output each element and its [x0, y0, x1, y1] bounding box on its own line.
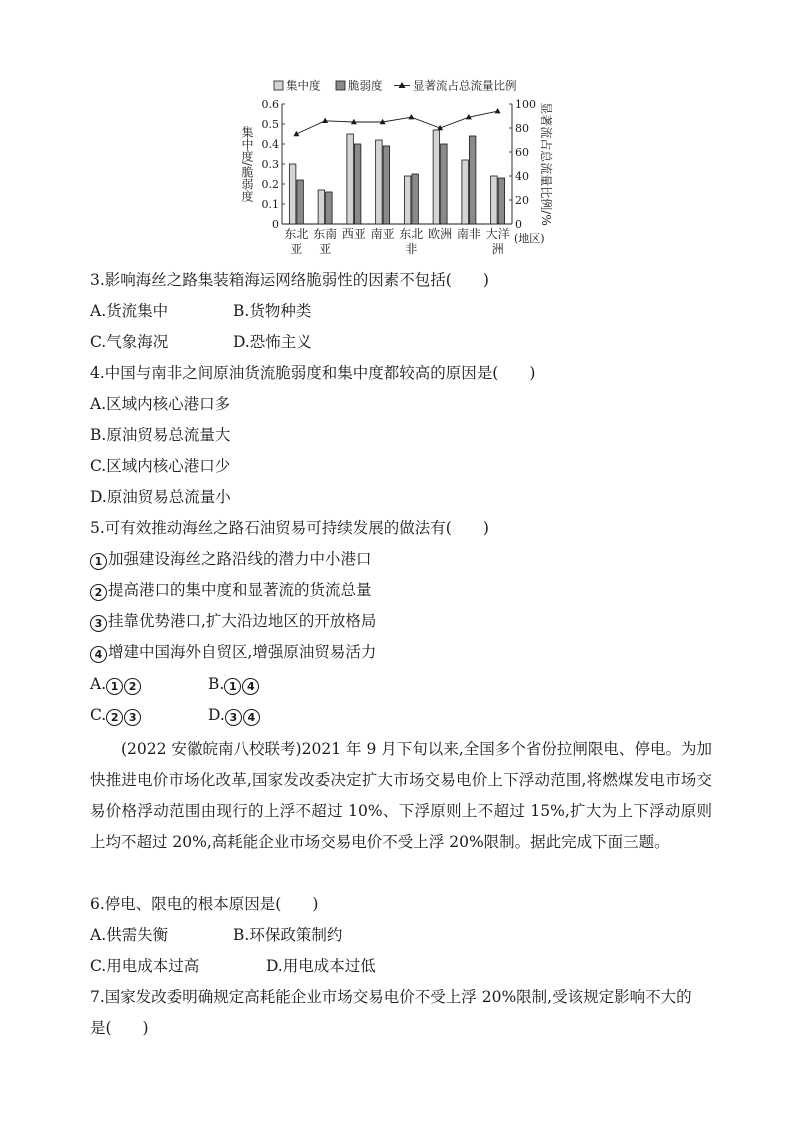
- circled-number: 2: [106, 709, 123, 726]
- q3-option-b: B.货物种类: [233, 302, 312, 320]
- question-7-stem-line-1: 7.国家发改委明确规定高耗能企业市场交易电价不受上浮 20%限制,受该规定影响不大的: [90, 988, 692, 1006]
- statement-text: 挂靠优势港口,扩大沿边地区的开放格局: [108, 612, 377, 630]
- x-axis-unit-label: (地区): [514, 232, 545, 245]
- legend-label: 显著流占总流量比例: [413, 78, 517, 93]
- x-tick-label: 大洋: [485, 227, 510, 241]
- circled-number: 4: [242, 678, 259, 695]
- left-tick-label: 0.2: [261, 177, 279, 191]
- x-tick-label: 欧洲: [428, 227, 453, 241]
- bar-line-chart: [236, 74, 556, 266]
- legend-swatch-1: [274, 81, 283, 90]
- bar-concentration: [404, 176, 411, 224]
- question-4-stem: 4.中国与南非之间原油货流脆弱度和集中度都较高的原因是( ): [90, 364, 536, 382]
- q3-option-c: C.气象海况: [90, 333, 169, 351]
- legend-label: 集中度: [286, 78, 321, 93]
- proportion-point: [408, 114, 414, 119]
- x-tick-label: 东北: [284, 227, 309, 241]
- legend-triangle-marker: [399, 82, 406, 88]
- q5-option-d: [208, 705, 261, 726]
- right-tick-label: 100: [515, 97, 536, 111]
- circled-number: 1: [106, 678, 123, 695]
- circled-number: 3: [124, 709, 141, 726]
- bar-vulnerability: [354, 144, 361, 224]
- option-letter: D.: [208, 706, 225, 724]
- q6-option-a: A.供需失衡: [90, 926, 169, 944]
- question-7-stem-line-2: 是( ): [90, 1019, 149, 1037]
- q5-statement-4: [90, 642, 376, 663]
- option-letter: A.: [90, 675, 107, 693]
- q5-statement-2: [90, 580, 372, 601]
- bar-vulnerability: [297, 180, 304, 224]
- q5-option-c: [90, 705, 142, 726]
- right-tick-label: 0: [515, 217, 522, 231]
- passage-text: 2021 年 9 月下旬以来,全国多个省份拉闸限电、停电。为加快推进电价市场化改革,国家发改委决定扩大市场交易电价上下浮动范围,将燃煤发电市场交易价格浮动范围由现行的上浮不超过 10%、下浮原则上不超过 15%,扩大为上下浮动原则上均不超过 20%,高耗能企业市场交易电价不受上浮 20%限制。据此完成下面三题。: [90, 740, 712, 851]
- left-tick-label: 0.5: [261, 117, 279, 131]
- q6-option-c: C.用电成本过高: [90, 957, 200, 975]
- proportion-point: [495, 108, 501, 113]
- q6-option-b: B.环保政策制约: [233, 926, 343, 944]
- x-tick-label: 西亚: [341, 227, 366, 241]
- question-5-stem: 5.可有效推动海丝之路石油贸易可持续发展的做法有( ): [90, 519, 489, 537]
- q5-statement-1: [90, 549, 372, 570]
- bar-vulnerability: [498, 178, 505, 224]
- q5-statement-3: [90, 611, 376, 632]
- bar-concentration: [433, 130, 440, 224]
- x-tick-label: 南亚: [370, 227, 395, 241]
- bar-concentration: [376, 140, 383, 224]
- bar-concentration: [462, 160, 469, 224]
- q4-option-c: C.区域内核心港口少: [90, 457, 231, 475]
- x-tick-label: 非: [405, 242, 418, 256]
- bar-concentration: [491, 176, 498, 224]
- right-tick-label: 20: [515, 193, 529, 207]
- bar-vulnerability: [326, 192, 333, 224]
- circled-number: 4: [243, 709, 260, 726]
- circled-number: 1: [90, 553, 107, 570]
- circled-number: 2: [124, 678, 141, 695]
- x-tick-label: 亚: [290, 242, 303, 256]
- bar-vulnerability: [441, 144, 448, 224]
- left-tick-label: 0.3: [261, 157, 279, 171]
- q5-option-b: [208, 674, 260, 695]
- left-axis-title: 集中度/脆弱度: [240, 125, 254, 203]
- left-tick-label: 0.6: [261, 97, 279, 111]
- question-3-stem: 3.影响海丝之路集装箱海运网络脆弱性的因素不包括( ): [90, 271, 489, 289]
- left-tick-label: 0.1: [261, 197, 279, 211]
- right-tick-label: 40: [515, 169, 529, 183]
- reading-passage: [90, 734, 712, 858]
- left-tick-label: 0.4: [261, 137, 279, 151]
- legend-label: 脆弱度: [348, 78, 383, 93]
- right-axis-title: 显著流占总流量比例/%: [539, 102, 553, 226]
- q3-option-a: A.货流集中: [90, 302, 169, 320]
- bar-concentration: [289, 164, 296, 224]
- q6-option-d: D.用电成本过低: [266, 957, 376, 975]
- q4-option-a: A.区域内核心港口多: [90, 395, 231, 413]
- right-tick-label: 80: [515, 121, 529, 135]
- x-tick-label: 洲: [491, 242, 504, 256]
- statement-text: 提高港口的集中度和显著流的货流总量: [108, 581, 372, 599]
- option-letter: B.: [208, 675, 225, 693]
- q3-option-d: D.恐怖主义: [233, 333, 312, 351]
- question-6-stem: 6.停电、限电的根本原因是( ): [90, 895, 319, 913]
- q4-option-b: B.原油贸易总流量大: [90, 426, 231, 444]
- bar-vulnerability: [383, 146, 390, 224]
- bar-vulnerability: [469, 136, 476, 224]
- q4-option-d: D.原油贸易总流量小: [90, 488, 231, 506]
- bar-vulnerability: [412, 174, 419, 224]
- circled-number: 3: [225, 709, 242, 726]
- bar-concentration: [318, 190, 325, 224]
- statement-text: 增建中国海外自贸区,增强原油贸易活力: [108, 643, 377, 661]
- statement-text: 加强建设海丝之路沿线的潜力中小港口: [108, 550, 372, 568]
- x-tick-label: 东南: [313, 227, 338, 241]
- circled-number: 3: [90, 615, 107, 632]
- circled-number: 1: [224, 678, 241, 695]
- left-tick-label: 0: [272, 217, 279, 231]
- right-tick-label: 60: [515, 145, 529, 159]
- q5-option-a: [90, 674, 142, 695]
- passage-source: (2022 安徽皖南八校联考): [121, 740, 302, 758]
- circled-number: 2: [90, 584, 107, 601]
- proportion-point: [322, 118, 328, 123]
- option-letter: C.: [90, 706, 107, 724]
- x-tick-label: 南非: [456, 227, 481, 241]
- bar-concentration: [347, 134, 354, 224]
- x-tick-label: 亚: [319, 242, 332, 256]
- circled-number: 4: [90, 646, 107, 663]
- legend-swatch-2: [336, 81, 345, 90]
- x-tick-label: 东北: [399, 227, 424, 241]
